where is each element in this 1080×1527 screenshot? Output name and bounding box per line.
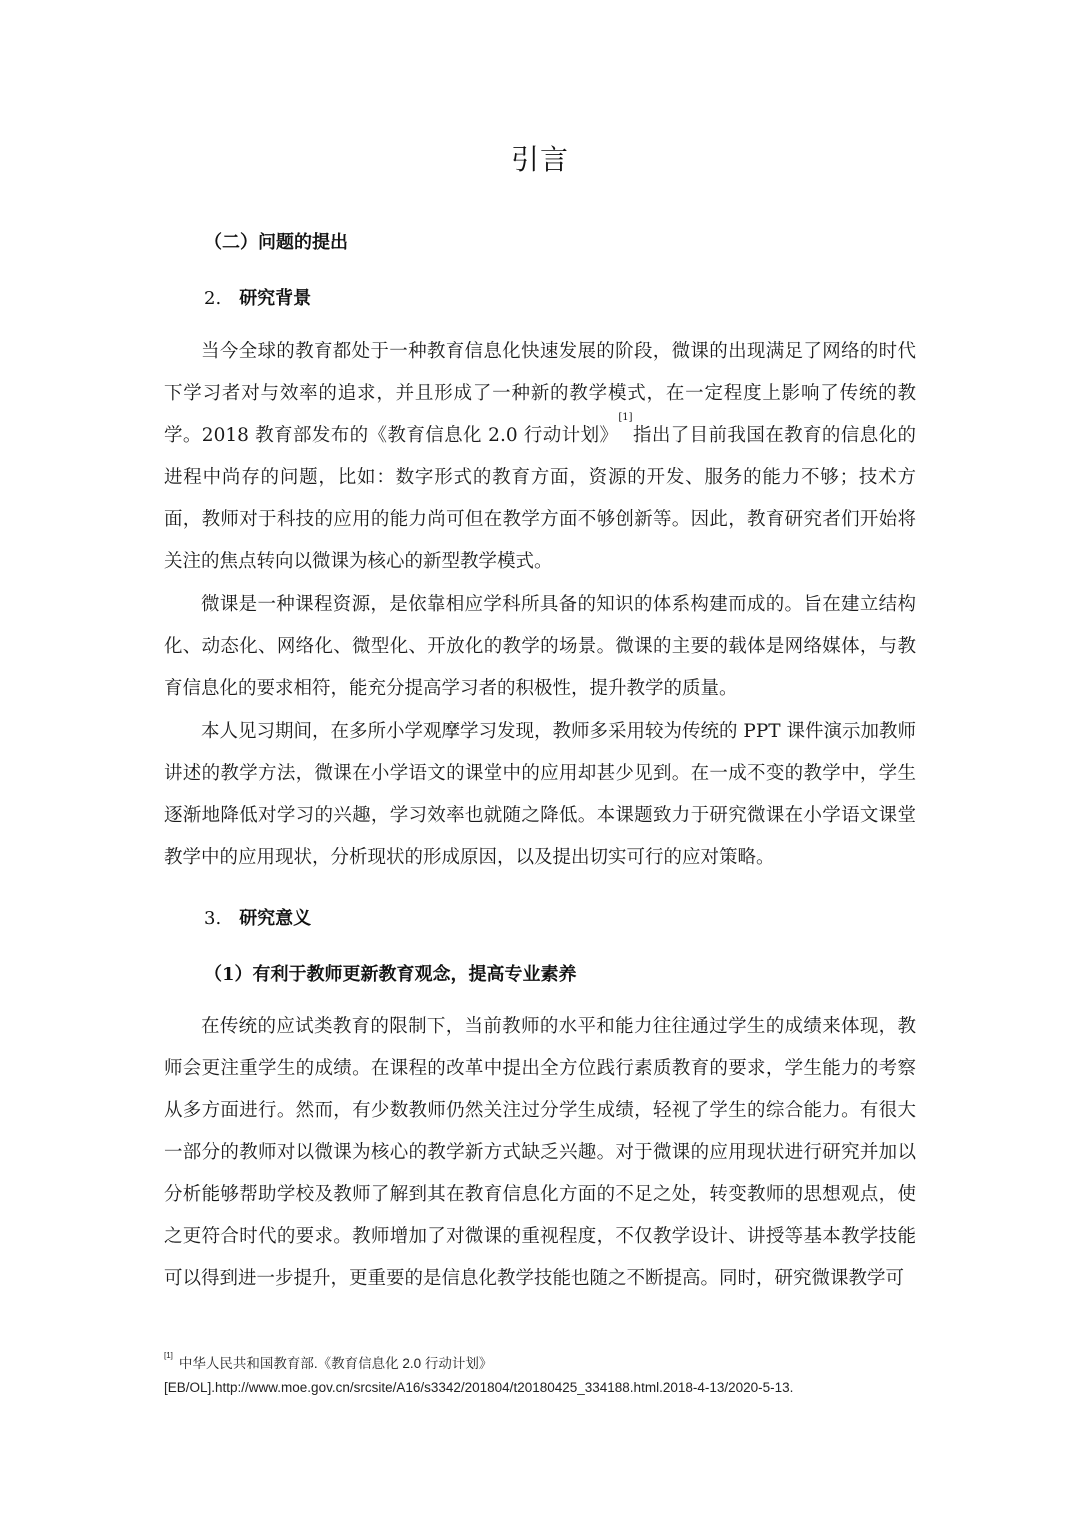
subsection-heading-significance <box>204 904 311 930</box>
paragraph: 在传统的应试类教育的限制下，当前教师的水平和能力往往通过学生的成绩来体现，教师会更注重学生的成绩。在课程的改革中提出全方位践行素质教育的要求，学生能力的考察从多方面进行。然而，有少数教师仍然关注过分学生成绩，轻视了学生的综合能力。有很大一部分的教师对以微课为核心的教学新方式缺乏兴趣。对于微课的应用现状进行研究并加以分析能够帮助学校及教师了解到其在教育信息化方面的不足之处，转变教师的思想观点，使之更符合时代的要求。教师增加了对微课的重视程度，不仅教学设计、讲授等基本教学技能可以得到进一步提升，更重要的是信息化教学技能也随之不断提高。同时，研究微课教学可 <box>164 1016 916 1289</box>
subsection-title: 研究背景 <box>239 288 312 309</box>
subsection-heading-background <box>204 284 311 310</box>
paragraph-text: 指出了目前我国在教育的信息化的进程中尚存的问题，比如：数字形式的教育方面，资源的开发、服务的能力不够；技术方面，教师对于科技的应用的能力尚可但在教学方面不够创新等。因此，教育研究者们开始将关注的焦点转向以微课为核心的新型教学模式。 <box>164 425 916 572</box>
subsection-title: 研究意义 <box>239 908 312 929</box>
footnote <box>164 1352 924 1400</box>
paragraph-text: 当今全球的教育都处于一种教育信息化快速发展的阶段，微课的出现满足了网络的时代下学习者对与效率的追求，并且形成了一种新的教学模式，在一定程度上影响了传统的教学。2018 教育部发布的《教育信息化 2.0 行动计划》 <box>164 341 916 446</box>
page-title: 引言 <box>510 143 569 176</box>
significance-text <box>164 1006 916 1300</box>
subsection-number: 3. <box>204 908 222 929</box>
footnote-text: 中华人民共和国教育部.《教育信息化 2.0 行动计划》 <box>178 1356 493 1371</box>
background-text <box>164 331 916 879</box>
footnote-line-1 <box>164 1352 924 1376</box>
citation-marker: [1] <box>618 412 633 423</box>
subsubsection-heading: （1）有利于教师更新教育观念，提高专业素养 <box>204 964 577 985</box>
subsection-number: 2. <box>204 288 222 309</box>
footnote-line-2: [EB/OL].http://www.moe.gov.cn/srcsite/A16/s3342/201804/t20180425_334188.html.2018-4-13/2020-5-13. <box>164 1380 794 1395</box>
paragraph <box>164 331 916 583</box>
footnote-marker: [1] <box>164 1351 173 1360</box>
section-heading: （二）问题的提出 <box>204 232 348 253</box>
paragraph: 微课是一种课程资源，是依靠相应学科所具备的知识的体系构建而成的。旨在建立结构化、动态化、网络化、微型化、开放化的教学的场景。微课的主要的载体是网络媒体，与教育信息化的要求相符，能充分提高学习者的积极性，提升教学的质量。 <box>164 594 916 699</box>
paragraph: 本人见习期间，在多所小学观摩学习发现，教师多采用较为传统的 PPT 课件演示加教师讲述的教学方法，微课在小学语文的课堂中的应用却甚少见到。在一成不变的教学中，学生逐渐地降低对学习的兴趣，学习效率也就随之降低。本课题致力于研究微课在小学语文课堂教学中的应用现状，分析现状的形成原因，以及提出切实可行的应对策略。 <box>164 721 916 868</box>
